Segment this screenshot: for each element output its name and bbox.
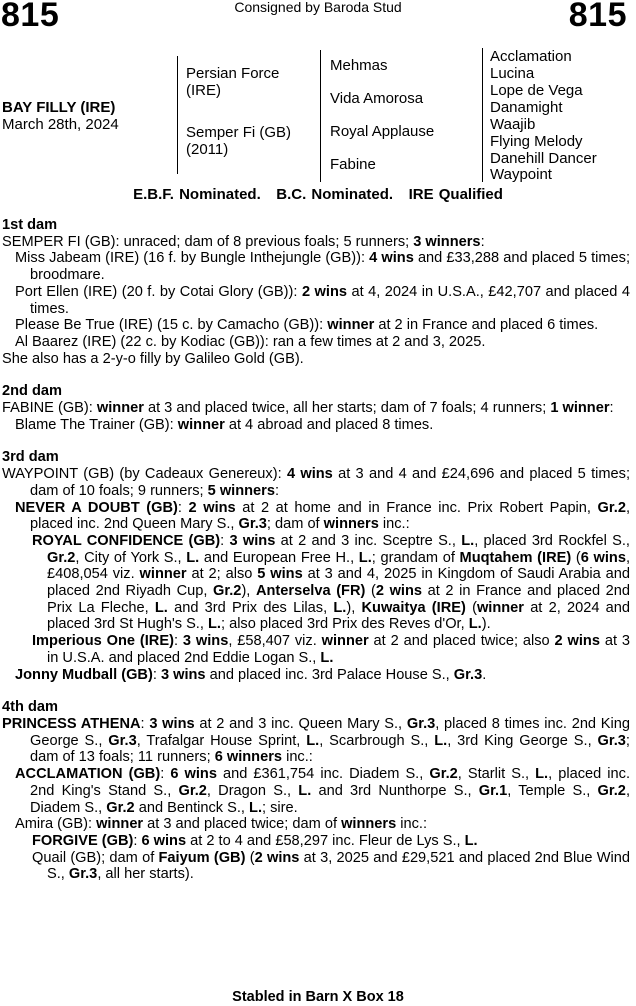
foal-entry: Amira (GB): winner at 3 and placed twice; dam of winners inc.: [15, 816, 428, 833]
pedigree-dam-dam: Fabine [330, 156, 376, 173]
fourth-dam-summary: PRINCESS ATHENA: 3 wins at 2 and 3 inc. Queen Mary S., Gr.3, placed 8 times inc. 2nd King George S., Gr.3, Trafalgar House Sprint, L., Scarbrough S., L., 3rd King George S., Gr.3; dam of 13 foals; 11 runners; 6 winners inc.: [2, 715, 631, 766]
pedigree-sire: Persian Force (IRE) [186, 65, 280, 99]
third-dam-summary: WAYPOINT (GB) (by Cadeaux Genereux): 4 wins at 3 and 4 and £24,696 and placed 5 times; dam of 10 foals; 9 runners; 5 winners: [2, 466, 631, 499]
foal-entry: NEVER A DOUBT (GB): 2 wins at 2 at home and in France inc. Prix Robert Papin, Gr.2, placed inc. 2nd Queen Mary S., Gr.3; dam of winners inc.: [15, 499, 631, 533]
foal-entry: FORGIVE (GB): 6 wins at 2 to 4 and £58,297 inc. Fleur de Lys S., L. [32, 832, 478, 849]
foal-entry: Al Baarez (IRE) (22 c. by Kodiac (GB)): ran a few times at 2 and 3, 2025. [15, 333, 486, 350]
pedigree-dam-sire: Royal Applause [330, 123, 435, 140]
third-dam-heading: 3rd dam [2, 449, 59, 466]
second-dam-summary: FABINE (GB): winner at 3 and placed twice, all her starts; dam of 7 foals; 4 runners; 1 winner: [2, 400, 614, 417]
pedigree-gen3-7: Danehill Dancer [490, 150, 597, 167]
first-dam-note: She also has a 2-y-o filly by Galileo Gold (GB). [2, 350, 304, 367]
foal-entry: Jonny Mudball (GB): 3 wins and placed inc. 3rd Palace House S., Gr.3. [15, 666, 487, 683]
lot-number-left: 815 [1, 0, 60, 34]
lot-number-right: 815 [568, 0, 627, 34]
pedigree-gen3-8: Waypoint [490, 166, 552, 183]
first-dam-heading: 1st dam [2, 217, 58, 233]
horse-foaled: March 28th, 2024 [2, 116, 119, 133]
fourth-dam-heading: 4th dam [2, 699, 58, 716]
consignor: Consigned by Baroda Stud [234, 0, 402, 15]
catalogue-body [2, 217, 630, 883]
pedigree-dam: Semper Fi (GB) (2011) [186, 124, 292, 158]
horse-description: BAY FILLY (IRE) [2, 99, 116, 116]
stabling-footer: Stabled in Barn X Box 18 [232, 989, 404, 1005]
second-dam-heading: 2nd dam [2, 383, 63, 400]
pedigree-divider-1 [177, 56, 178, 174]
foal-entry: ACCLAMATION (GB): 6 wins and £361,754 inc. Diadem S., Gr.2, Starlit S., L., placed inc. 2nd King's Stand S., Gr.2, Dragon S., L. and 3rd Nunthorpe S., Gr.1, Temple S., Gr.2, Diadem S., Gr.2 and Bentinck S., L.; sire. [15, 766, 631, 816]
foal-entry: Imperious One (IRE): 3 wins, £58,407 viz. winner at 2 and placed twice; also 2 wins at 3 in U.S.A. and placed 2nd Eddie Logan S., L. [32, 633, 631, 666]
pedigree-gen3-4: Danamight [490, 99, 563, 116]
first-dam-summary: SEMPER FI (GB): unraced; dam of 8 previous foals; 5 runners; 3 winners: [2, 233, 485, 250]
pedigree-gen3-2: Lucina [490, 65, 535, 82]
foal-entry: Port Ellen (IRE) (20 f. by Cotai Glory (GB)): 2 wins at 4, 2024 in U.S.A., £42,707 and placed 4 times. [15, 283, 630, 317]
foal-entry: Quail (GB); dam of Faiyum (GB) (2 wins at 3, 2025 and £29,521 and placed 2nd Blue Wind S., Gr.3, all her starts). [32, 849, 630, 883]
pedigree-sire-sire: Mehmas [330, 57, 388, 74]
nominations: E.B.F. Nominated. B.C. Nominated. IRE Qualified [133, 186, 503, 203]
foal-entry: Please Be True (IRE) (15 c. by Camacho (GB)): winner at 2 in France and placed 6 times. [15, 317, 599, 334]
pedigree-gen3-1: Acclamation [490, 48, 572, 65]
foal-entry: Miss Jabeam (IRE) (16 f. by Bungle Inthejungle (GB)): 4 wins and £33,288 and placed 5 times; broodmare. [15, 250, 630, 284]
pedigree-gen3-6: Flying Melody [490, 133, 583, 150]
pedigree-divider-2 [320, 50, 321, 182]
pedigree-gen3-5: Waajib [490, 116, 536, 133]
foal-entry: Blame The Trainer (GB): winner at 4 abroad and placed 8 times. [15, 416, 434, 433]
pedigree-gen3-3: Lope de Vega [490, 82, 583, 99]
pedigree-sire-dam: Vida Amorosa [330, 90, 424, 107]
pedigree-divider-3 [482, 48, 483, 182]
foal-entry: ROYAL CONFIDENCE (GB): 3 wins at 2 and 3 inc. Sceptre S., L., placed 3rd Rockfel S., Gr.2, City of York S., L. and European Free H., L.; grandam of Muqtahem (IRE) (6 wins, £408,054 viz. winner at 2; also 5 wins at 3 and 4, 2025 in Kingdom of Saudi Arabia and placed 2nd Riyadh Cup, Gr.2), Anterselva (FR) (2 wins at 2 in France and placed 2nd Prix La Fleche, L. and 3rd Prix des Lilas, L.), Kuwaitya (IRE) (winner at 2, 2024 and placed 3rd St Hugh's S., L.; also placed 3rd Prix des Reves d'Or, L.). [32, 532, 631, 633]
